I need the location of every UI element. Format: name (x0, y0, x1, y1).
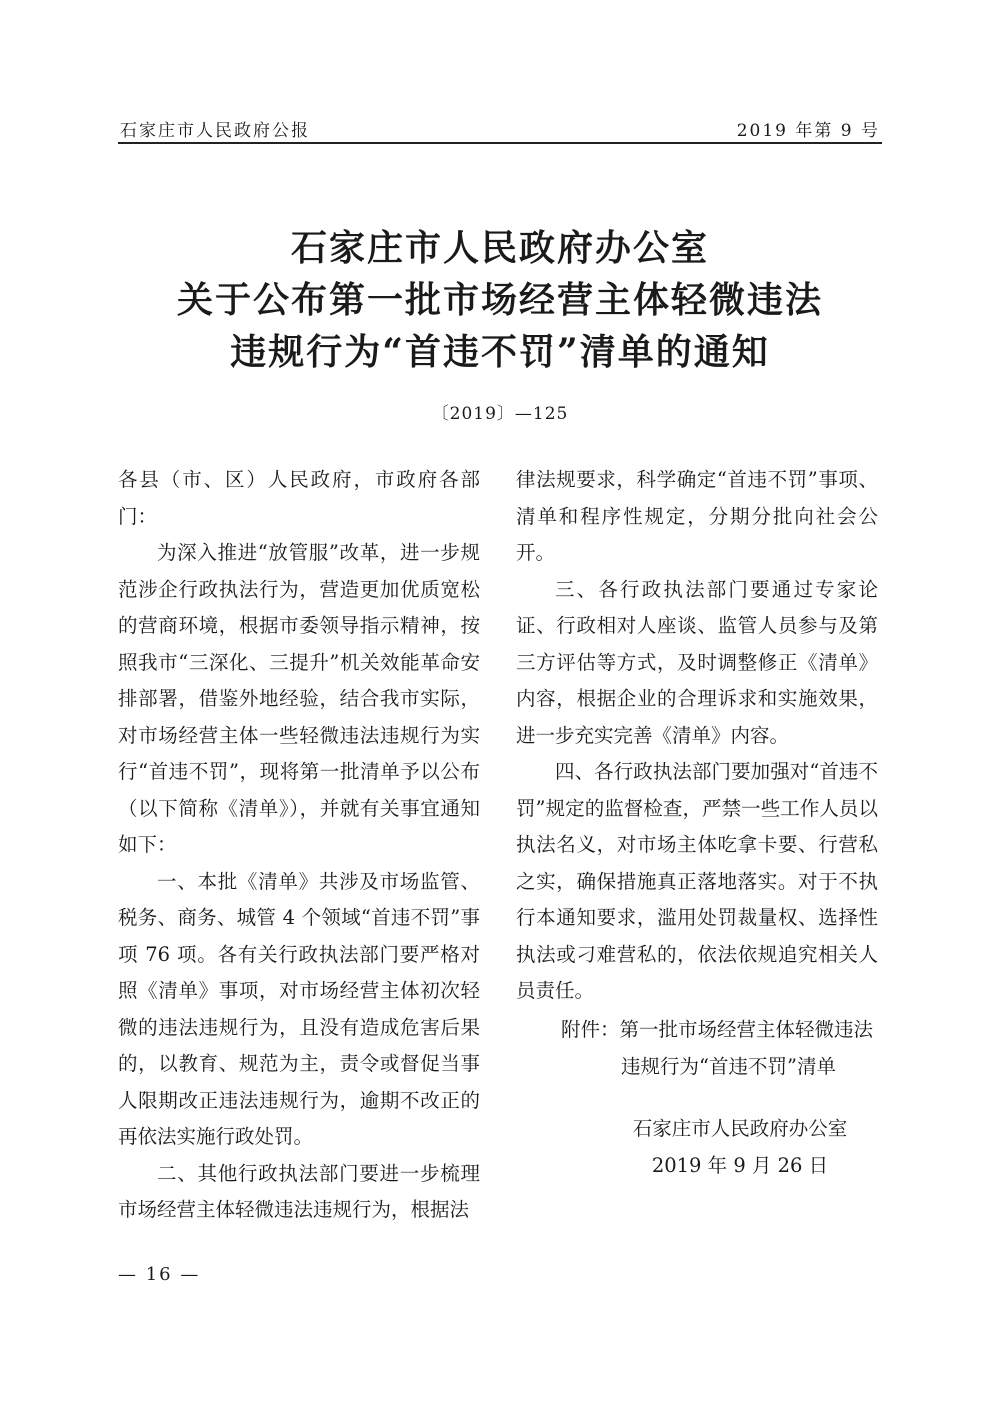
publication-name: 石家庄市人民政府公报 (120, 121, 310, 141)
paragraph-item-1: 一、本批《清单》共涉及市场监管、税务、商务、城管 4 个领域“首违不罚”事项 76 项。各有关行政执法部门要严格对照《清单》事项，对市场经营主体初次轻微的违法违规行为，且没有造成危害后果的，以教育、规范为主，责令或督促当事人限期改正违法违规行为，逾期不改正的再依法实施行政处罚。 (118, 869, 480, 1148)
signing-organization: 石家庄市人民政府办公室 (632, 1117, 848, 1140)
attachment-label: 附件： (561, 1018, 620, 1041)
paragraph-intro: 为深入推进“放管服”改革，进一步规范涉企行政执法行为，营造更加优质宽松的营商环境，根据市委领导指示精神，按照我市“三深化、三提升”机关效能革命安排部署，借鉴外地经验，结合我市实际，对市场经营主体一些轻微违法违规行为实行“首违不罚”，现将第一批清单予以公布（以下简称《清单》），并就有关事宜通知如下： (118, 541, 480, 856)
attachment-note (561, 1012, 891, 1085)
signing-date: 2019 年 9 月 26 日 (651, 1153, 829, 1177)
salutation: 各县（市、区）人民政府，市政府各部门： (118, 468, 480, 528)
title-line-3: 违规行为“首违不罚”清单的通知 (230, 331, 770, 373)
paragraph-item-3: 三、各行政执法部门要通过专家论证、行政相对人座谈、监管人员参与及第三方评估等方式，及时调整修正《清单》内容，根据企业的合理诉求和实施效果，进一步充实完善《清单》内容。 (516, 577, 878, 747)
attachment-title-line-1: 第一批市场经营主体轻微违法 (619, 1018, 874, 1041)
issue-number: 2019 年第 9 号 (736, 121, 880, 141)
paragraph-item-2-continued: 律法规要求，科学确定“首违不罚”事项、清单和程序性规定，分期分批向社会公开。 (516, 468, 878, 564)
title-line-1: 石家庄市人民政府办公室 (290, 227, 709, 269)
paragraph-item-2-start: 二、其他行政执法部门要进一步梳理市场经营主体轻微违法违规行为，根据法 (118, 1161, 480, 1221)
page-number: — 16 — (118, 1264, 201, 1285)
signature-block (600, 1111, 880, 1184)
running-header (118, 114, 882, 144)
body-column-left (118, 462, 480, 1229)
document-number: 〔2019〕—125 (431, 404, 569, 424)
title-line-2: 关于公布第一批市场经营主体轻微违法 (176, 279, 823, 321)
document-title (118, 222, 882, 378)
attachment-title-line-2: 违规行为“首违不罚”清单 (621, 1054, 836, 1078)
body-column-right (516, 462, 878, 1010)
paragraph-item-4: 四、各行政执法部门要加强对“首违不罚”规定的监督检查，严禁一些工作人员以执法名义，对市场主体吃拿卡要、行营私之实，确保措施真正落地落实。对于不执行本通知要求，滥用处罚裁量权、选择性执法或刁难营私的，依法依规追究相关人员责任。 (516, 760, 878, 1002)
